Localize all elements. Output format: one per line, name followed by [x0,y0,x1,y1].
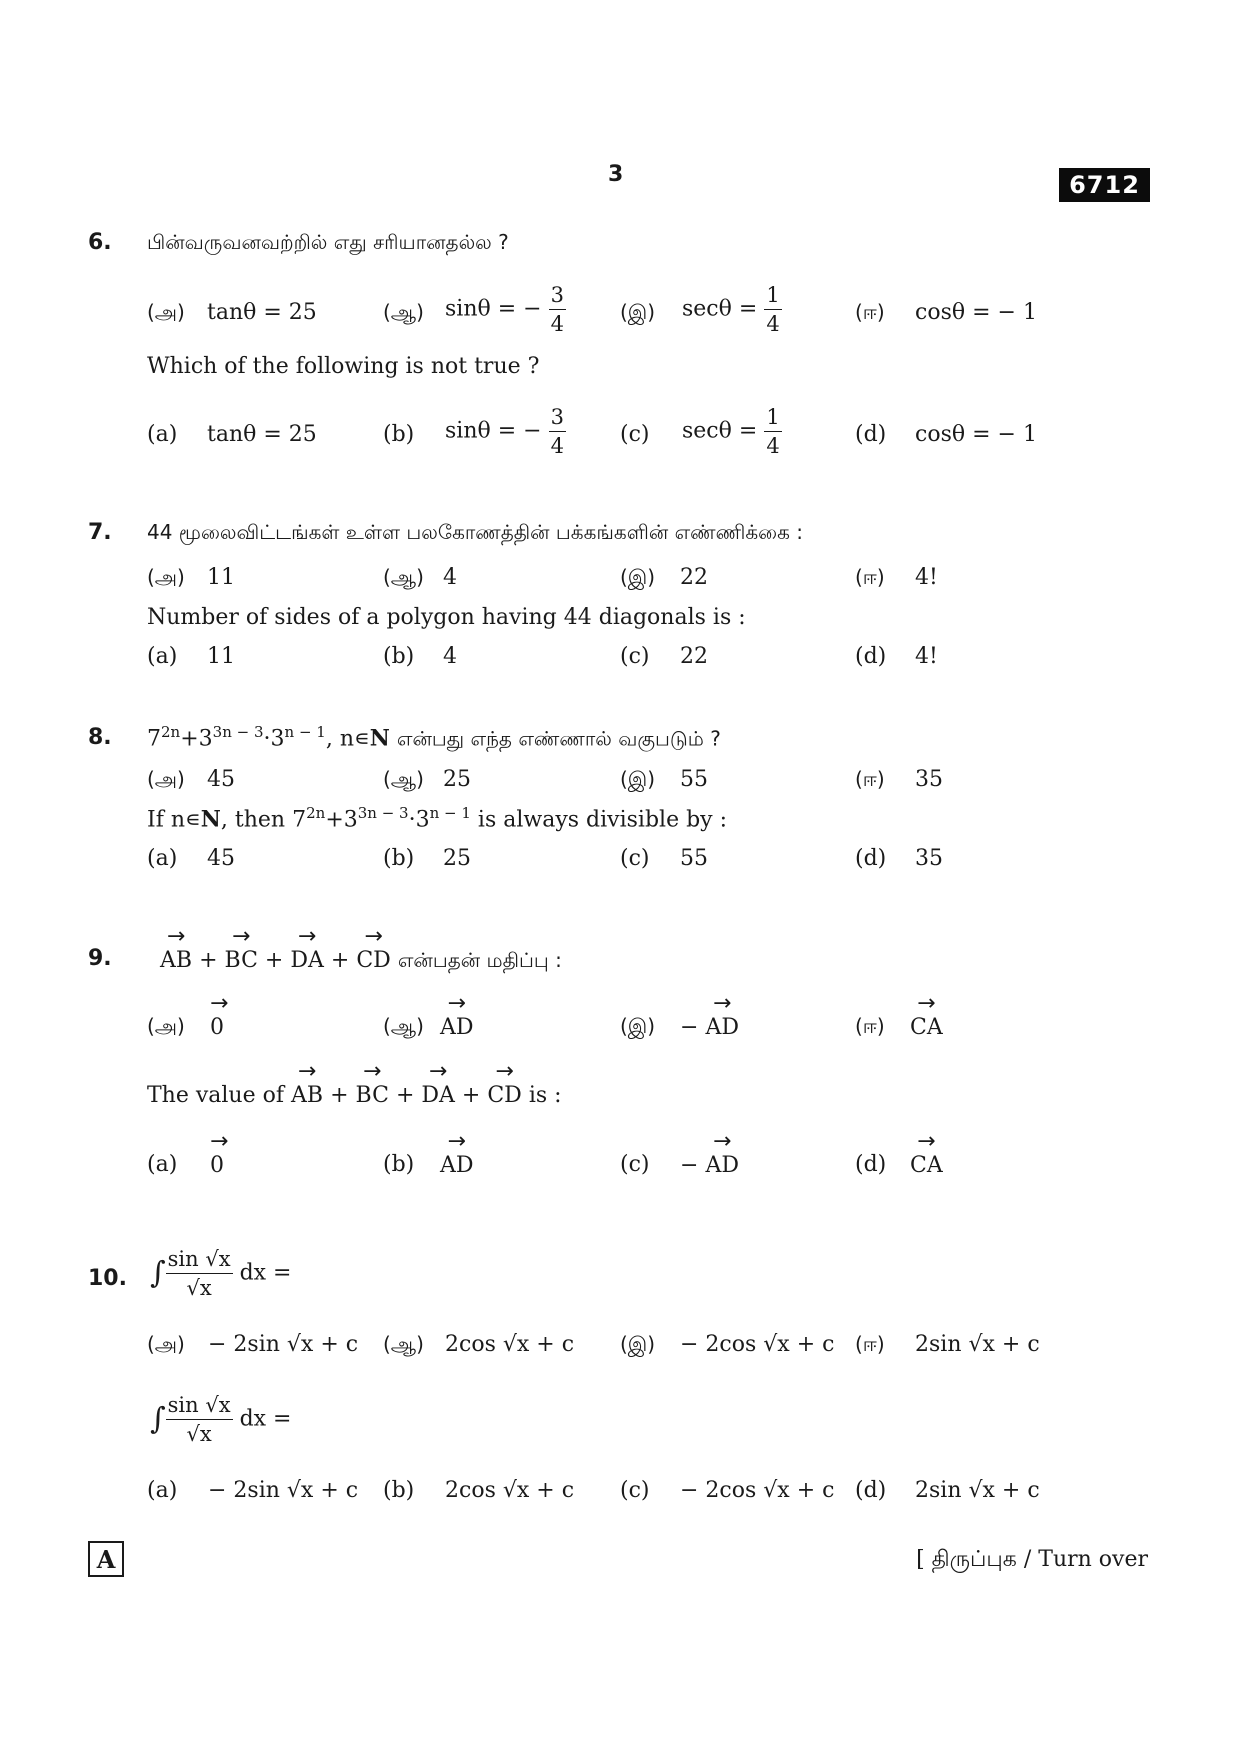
question-number: 7. [88,520,112,545]
booklet-code: A [88,1541,124,1577]
option-text: 25 [443,846,471,871]
denominator: 4 [550,312,564,337]
vector [290,924,324,973]
option-label: (ஆ) [383,1332,424,1356]
option-text: 11 [207,565,235,590]
denominator: 4 [766,312,780,337]
arrow-icon: → [210,1129,229,1154]
option-text: 55 [680,846,708,871]
plus: + [395,1083,415,1108]
option-label: (d) [855,846,887,871]
fraction [549,284,566,335]
vector [705,991,739,1040]
vector-label: CD [487,1083,522,1108]
vector-label: BC [355,1083,389,1108]
expr-exponent: n − 1 [429,804,471,822]
option-label: (a) [147,644,178,669]
vector-label: CA [910,1015,943,1040]
denominator: √x [186,1276,212,1301]
option-label: (அ) [147,1332,185,1356]
expr-dot: · [263,726,271,752]
option-text: 55 [680,767,708,792]
expr-dot: · [408,807,416,833]
fraction-prefix: secθ = [682,296,758,322]
expr-exponent: 2n [306,804,326,822]
question-number: 6. [88,230,112,255]
paper-code: 6712 [1059,168,1150,202]
numerator: 3 [549,406,566,432]
vector [224,924,258,973]
question-number: 10. [88,1266,127,1291]
option-label: (ஆ) [383,767,424,791]
option-text: 25 [443,767,471,792]
option-label: (d) [855,1478,887,1503]
vector-label: AD [705,1015,739,1040]
option-text: 2cos √x + c [445,1332,575,1357]
vector [291,1059,324,1108]
option-fraction [682,284,782,335]
option-label: (இ) [620,767,656,791]
tamil-question [160,924,562,973]
set-symbol: N [369,725,390,752]
option-vector [680,991,739,1040]
vector [910,991,943,1040]
option-text: 45 [207,767,235,792]
vector-label: AD [440,1153,474,1178]
vector [487,1059,522,1108]
numerator: 1 [764,406,781,432]
expr-exponent: 3n − 3 [212,723,264,741]
vector-label: 0 [210,1153,224,1178]
expr-base: 7 [292,807,307,833]
sign: − [680,1015,699,1040]
option-label: (b) [383,1152,415,1177]
expr-base: 3 [270,726,285,752]
option-label: (அ) [147,1014,185,1038]
option-text: 2sin √x + c [915,1332,1040,1357]
expr-base: 3 [415,807,430,833]
option-text: 4 [443,565,457,590]
plus: + [330,1083,349,1108]
option-text: 2cos √x + c [445,1478,575,1503]
option-text: 22 [680,644,708,669]
question-number: 9. [88,946,112,971]
option-label: (a) [147,1152,178,1177]
option-label: (c) [620,644,650,669]
option-text: 35 [915,846,943,871]
vector [440,991,474,1040]
option-label: (c) [620,1152,650,1177]
vector [356,924,391,973]
option-label: (b) [383,422,415,447]
integral-sign: ∫ [150,1401,166,1437]
sign: − [680,1153,699,1178]
vector-label: AD [440,1015,474,1040]
tamil-question: பின்வருவனவற்றில் எது சரியானதல்ல ? [147,230,509,254]
option-label: (c) [620,422,650,447]
option-vector [910,1129,943,1178]
option-label: (ஈ) [855,565,885,589]
vector [910,1129,943,1178]
expr-exponent: n − 1 [284,723,326,741]
option-text: 4 [443,644,457,669]
english-prefix: The value of [147,1083,285,1108]
option-label: (a) [147,846,178,871]
arrow-icon: → [917,1129,936,1154]
denominator: 4 [766,434,780,459]
fraction-prefix: sinθ = − [445,296,542,322]
arrow-icon: → [447,1129,466,1154]
english-middle: , then [220,807,286,833]
vector-label: AD [705,1153,739,1178]
option-text: cosθ = − 1 [915,300,1037,325]
denominator: 4 [550,434,564,459]
vector-label: CD [356,948,391,973]
option-label: (ஈ) [855,1332,885,1356]
tamil-question-text: என்பது எந்த எண்ணால் வகுபடும் ? [396,726,721,751]
fraction [764,406,781,457]
option-label: (b) [383,1478,415,1503]
english-question [147,806,727,831]
question-number: 8. [88,725,112,750]
option-label: (இ) [620,565,656,589]
option-text: − 2sin √x + c [208,1332,359,1357]
arrow-icon: → [231,924,251,949]
vector-label: CA [910,1153,943,1178]
denominator: √x [186,1422,212,1447]
option-label: (இ) [620,1014,656,1038]
vector [421,1059,455,1108]
numerator: 3 [549,284,566,310]
english-question: Which of the following is not true ? [147,354,540,379]
option-label: (d) [855,644,887,669]
arrow-icon: → [712,1129,732,1154]
option-fraction [445,406,566,457]
option-text: − 2cos √x + c [680,1478,835,1503]
option-label: (அ) [147,300,185,324]
integral-tail: dx = [239,1260,292,1286]
option-label: (இ) [620,300,656,324]
option-label: (ஈ) [855,767,885,791]
arrow-icon: → [495,1059,514,1084]
option-text: 4! [915,644,938,669]
arrow-icon: → [428,1059,448,1084]
vector-label: AB [160,948,193,973]
option-label: (ஆ) [383,565,424,589]
plus: + [264,948,284,973]
numerator: sin √x [166,1248,233,1274]
option-label: (அ) [147,767,185,791]
fraction-prefix: secθ = [682,418,758,444]
arrow-icon: → [917,991,936,1016]
option-text: 35 [915,767,943,792]
expr-base: 3 [198,726,213,752]
option-text: − 2cos √x + c [680,1332,835,1357]
fraction [166,1248,233,1299]
option-label: (b) [383,644,415,669]
option-text: 2sin √x + c [915,1478,1040,1503]
option-text: − 2sin √x + c [208,1478,359,1503]
option-vector [440,991,474,1040]
vector [210,991,229,1040]
fraction-prefix: sinθ = − [445,418,542,444]
option-label: (ஆ) [383,300,424,324]
integral-sign: ∫ [150,1255,166,1291]
plus: + [330,948,350,973]
option-label: (இ) [620,1332,656,1356]
option-text: 22 [680,565,708,590]
english-question: Number of sides of a polygon having 44 diagonals is : [147,605,746,630]
fraction [764,284,781,335]
vector-label: AB [291,1083,324,1108]
vector [355,1059,389,1108]
option-vector [440,1129,474,1178]
option-label: (ஆ) [383,1014,424,1038]
option-label: (a) [147,422,178,447]
option-vector [210,1129,229,1178]
vector [160,924,193,973]
set-membership: n∊ [339,726,370,752]
vector-label: 0 [210,1015,224,1040]
expr-plus: + [180,726,199,752]
expr-base: 7 [147,726,161,752]
arrow-icon: → [363,1059,382,1084]
expr-base: 3 [343,807,358,833]
arrow-icon: → [364,924,383,949]
expr-exponent: 2n [161,723,181,741]
arrow-icon: → [447,991,466,1016]
option-vector [210,991,229,1040]
vector [440,1129,474,1178]
integral-expression [150,1394,291,1445]
option-label: (c) [620,1478,650,1503]
integral-tail: dx = [239,1406,292,1432]
option-fraction [445,284,566,335]
vector [705,1129,739,1178]
page-number: 3 [608,162,624,187]
english-question [147,1059,562,1108]
option-label: (b) [383,846,415,871]
option-fraction [682,406,782,457]
fraction [549,406,566,457]
numerator: sin √x [166,1394,233,1420]
arrow-icon: → [297,1059,317,1084]
option-text: 11 [207,644,235,669]
arrow-icon: → [297,924,317,949]
option-text: tanθ = 25 [207,422,317,447]
option-label: (c) [620,846,650,871]
vector [210,1129,229,1178]
option-label: (d) [855,422,887,447]
tamil-question: 44 மூலைவிட்டங்கள் உள்ள பலகோணத்தின் பக்கங்களின் எண்ணிக்கை : [147,520,803,544]
arrow-icon: → [210,991,229,1016]
expr-exponent: 3n − 3 [357,804,409,822]
option-text: 4! [915,565,938,590]
option-label: (a) [147,1478,178,1503]
expr-plus: + [325,807,344,833]
option-label: (ஈ) [855,1014,885,1038]
arrow-icon: → [166,924,186,949]
vector-label: DA [421,1083,455,1108]
set-symbol: N [200,806,221,833]
integral-expression [150,1248,291,1299]
tamil-question: $7^{2n}+3^{3n - 3}\cdot 3^{n - 1}$, n∊N என்பது எந்த எண்ணால் வகுபடும் ? [147,723,721,752]
tamil-question-text: என்பதன் மதிப்பு : [397,948,562,972]
arrow-icon: → [712,991,732,1016]
vector-label: DA [290,948,324,973]
english-prefix: If n∊ [147,807,201,833]
option-vector [910,991,943,1040]
plus: + [461,1083,481,1108]
option-text: tanθ = 25 [207,300,317,325]
option-vector [680,1129,739,1178]
option-text: cosθ = − 1 [915,422,1037,447]
english-suffix: is always divisible by : [477,807,728,833]
option-label: (அ) [147,565,185,589]
option-label: (d) [855,1152,887,1177]
vector-label: BC [224,948,258,973]
option-text: 45 [207,846,235,871]
turn-over-note: [ திருப்புக / Turn over [916,1547,1148,1572]
numerator: 1 [764,284,781,310]
english-suffix: is : [528,1083,562,1108]
fraction [166,1394,233,1445]
plus: + [199,948,218,973]
option-label: (ஈ) [855,300,885,324]
